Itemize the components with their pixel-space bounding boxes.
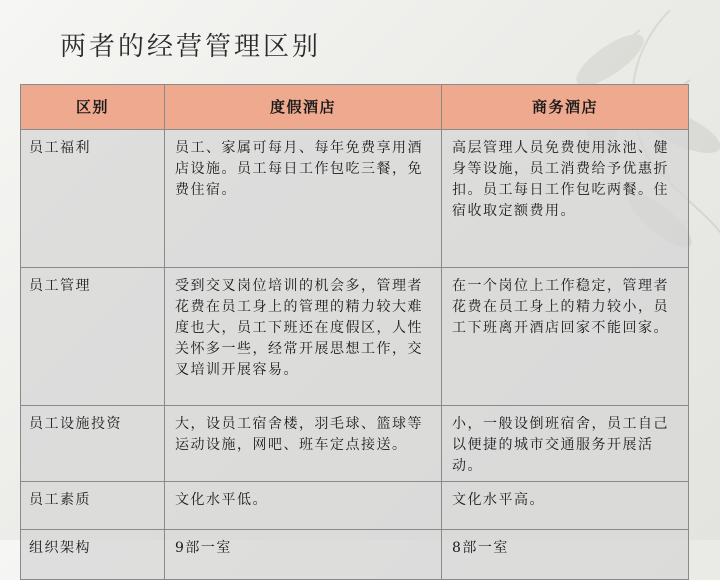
resort-cell: 员工、家属可每月、每年免费享用酒店设施。员工每日工作包吃三餐，免费住宿。 <box>165 130 442 268</box>
resort-cell: 大，设员工宿舍楼，羽毛球、篮球等运动设施，网吧、班车定点接送。 <box>165 406 442 482</box>
table-row <box>21 530 689 580</box>
table-row <box>21 268 689 406</box>
comparison-table <box>20 84 689 580</box>
header-business-hotel: 商务酒店 <box>442 85 689 130</box>
table-row <box>21 482 689 530</box>
row-label: 员工福利 <box>21 130 165 268</box>
business-cell: 在一个岗位上工作稳定，管理者花费在员工身上的精力较小，员工下班离开酒店回家不能回家。 <box>442 268 689 406</box>
resort-cell: 文化水平低。 <box>165 482 442 530</box>
business-cell: 高层管理人员免费使用泳池、健身等设施，员工消费给予优惠折扣。员工每日工作包吃两餐。住宿收取定额费用。 <box>442 130 689 268</box>
row-label: 员工素质 <box>21 482 165 530</box>
resort-cell: 受到交叉岗位培训的机会多，管理者花费在员工身上的管理的精力较大难度也大，员工下班还在度假区，人性关怀多一些，经常开展思想工作，交叉培训开展容易。 <box>165 268 442 406</box>
business-cell: 小，一般设倒班宿舍，员工自己以便捷的城市交通服务开展活动。 <box>442 406 689 482</box>
header-resort-hotel: 度假酒店 <box>165 85 442 130</box>
slide-title: 两者的经营管理区别 <box>60 32 322 62</box>
row-label: 组织架构 <box>21 530 165 580</box>
table-header-row <box>21 85 689 130</box>
resort-cell: 9部一室 <box>165 530 442 580</box>
table-row <box>21 406 689 482</box>
business-cell: 8部一室 <box>442 530 689 580</box>
header-difference: 区别 <box>21 85 165 130</box>
row-label: 员工设施投资 <box>21 406 165 482</box>
business-cell: 文化水平高。 <box>442 482 689 530</box>
table-row <box>21 130 689 268</box>
row-label: 员工管理 <box>21 268 165 406</box>
